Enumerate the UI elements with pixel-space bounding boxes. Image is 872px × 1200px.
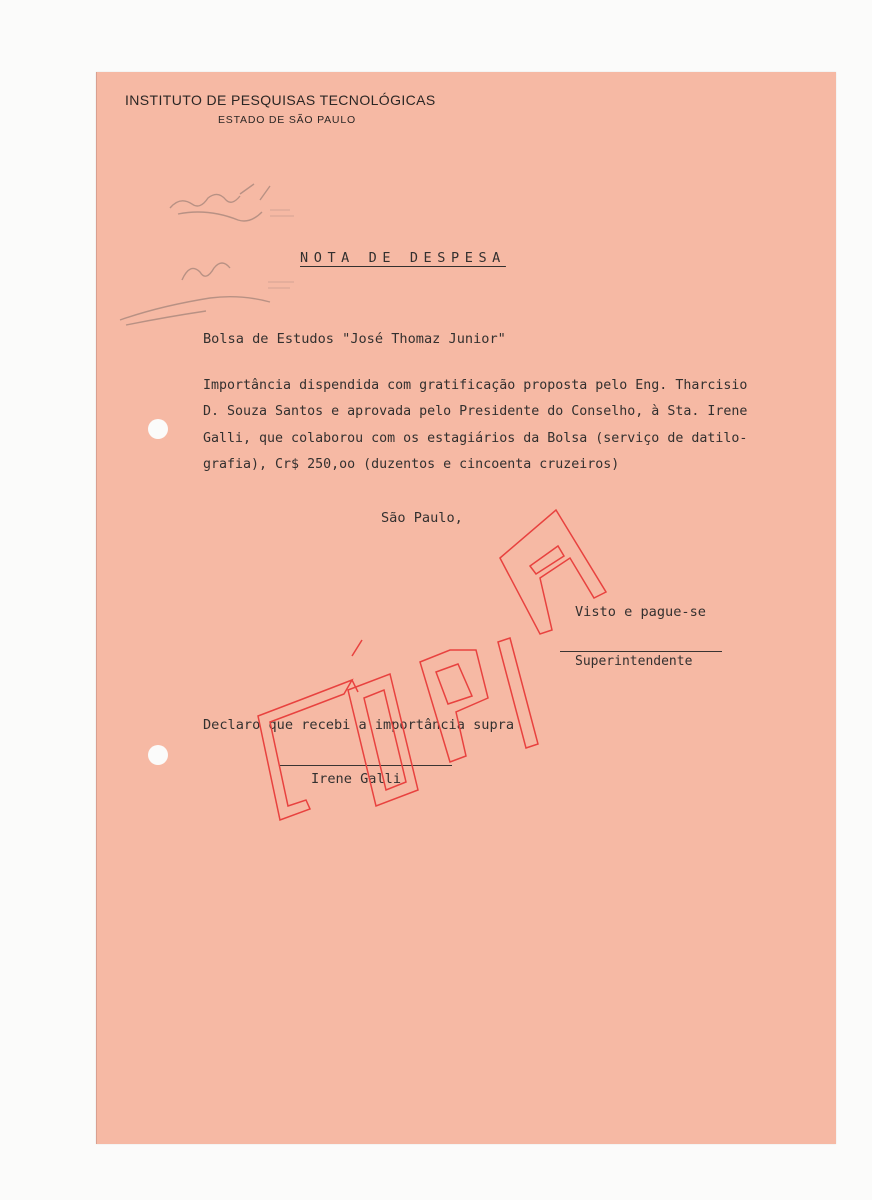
receipt-statement: Declaro que recebi a importância supra bbox=[203, 717, 514, 733]
body-line: Importância dispendida com gratificação proposta pelo Eng. Tharcisio bbox=[203, 378, 748, 393]
subject-line: Bolsa de Estudos "José Thomaz Junior" bbox=[203, 331, 506, 347]
copy-watermark-stamp bbox=[240, 500, 620, 830]
punch-hole-bottom bbox=[148, 745, 168, 765]
body-line: Galli, que colaborou com os estagiários da Bolsa (serviço de datilo- bbox=[203, 431, 748, 446]
organization-name: INSTITUTO DE PESQUISAS TECNOLÓGICAS bbox=[125, 92, 436, 108]
place-date-line: São Paulo, bbox=[381, 510, 463, 526]
punch-hole-top bbox=[148, 419, 168, 439]
body-line: grafia), Cr$ 250,oo (duzentos e cincoenta cruzeiros) bbox=[203, 457, 620, 472]
document-title: NOTA DE DESPESA bbox=[300, 250, 506, 266]
recipient-name: Irene Galli bbox=[311, 771, 402, 787]
organization-state: ESTADO DE SÃO PAULO bbox=[218, 114, 356, 126]
approval-label: Visto e pague-se bbox=[575, 604, 706, 620]
body-line: D. Souza Santos e aprovada pelo Presidente do Conselho, à Sta. Irene bbox=[203, 404, 748, 419]
sheet-edge bbox=[96, 72, 97, 1144]
faint-handwriting-marks bbox=[100, 170, 300, 340]
approver-title: Superintendente bbox=[575, 654, 693, 669]
